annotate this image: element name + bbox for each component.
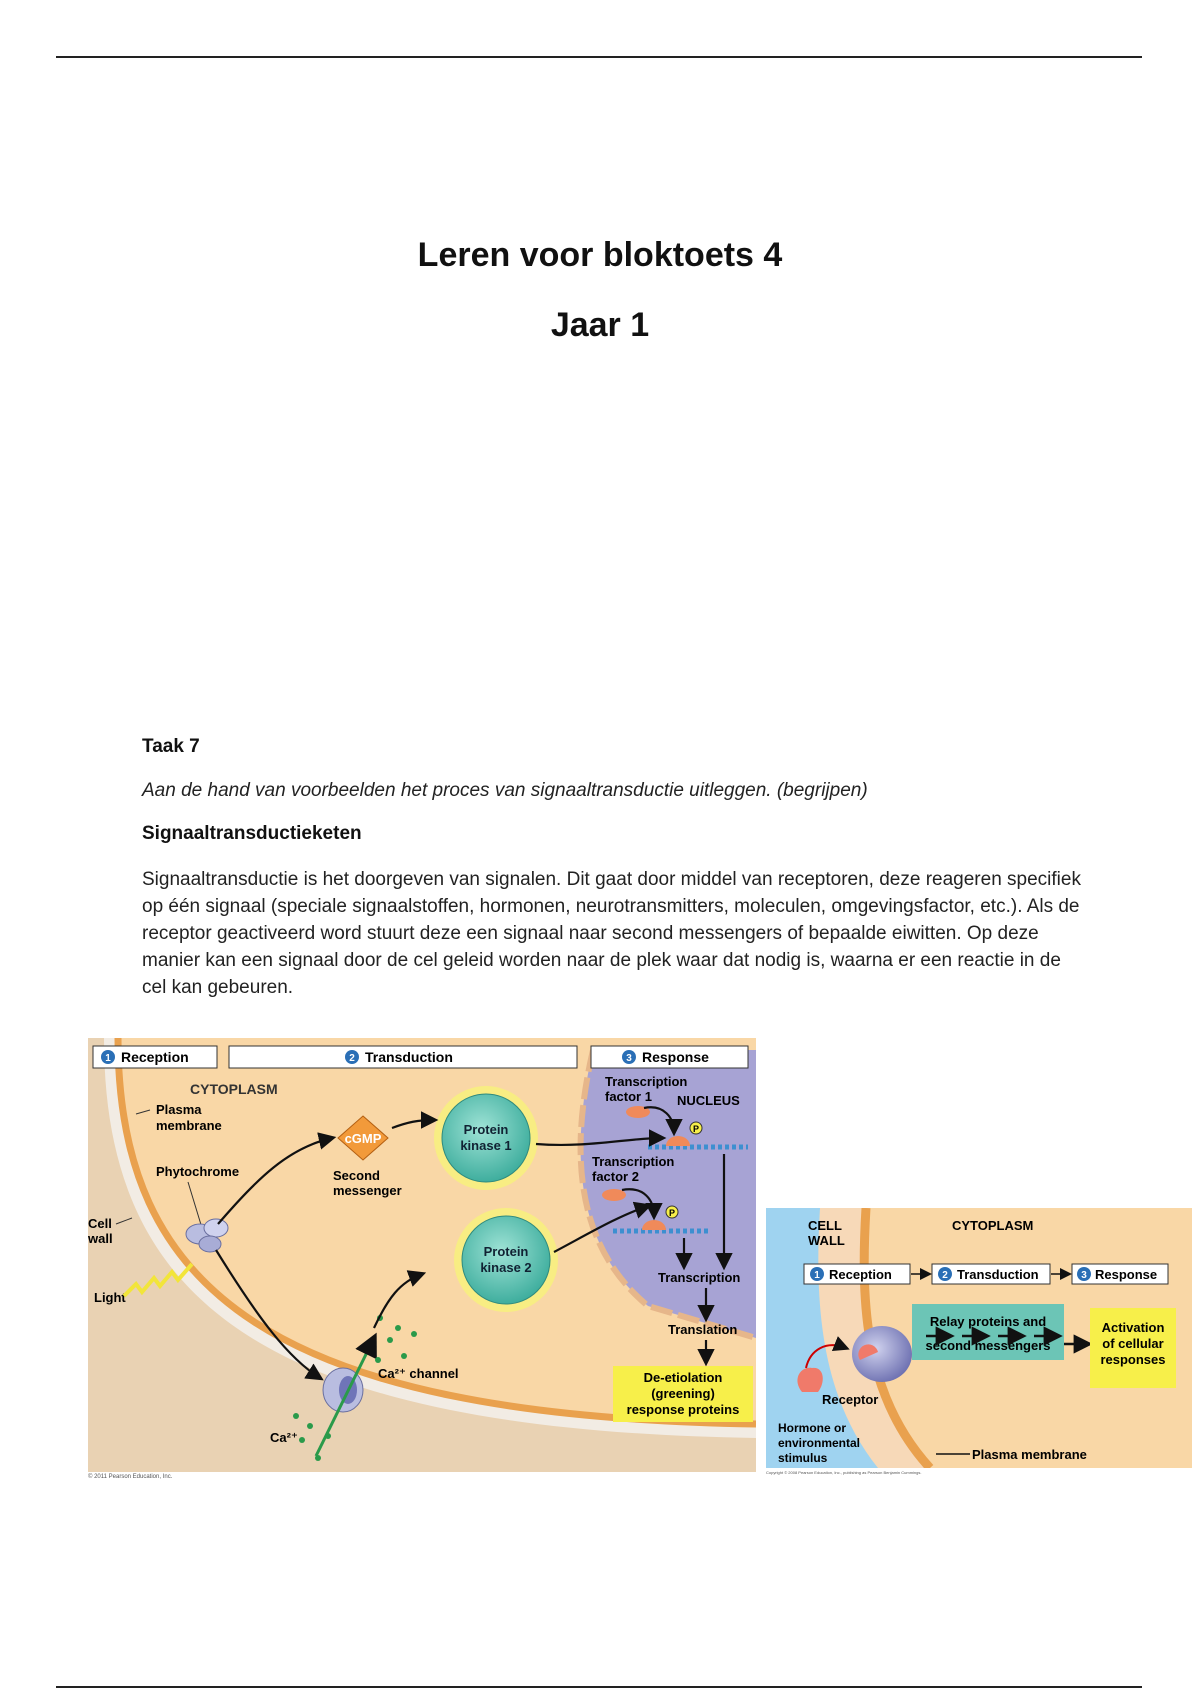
tf2-label-1: Transcription bbox=[592, 1154, 675, 1169]
cytoplasm-label: CYTOPLASM bbox=[190, 1081, 278, 1097]
tf1-label-2: factor 1 bbox=[605, 1089, 652, 1104]
relay-label-2: second messengers bbox=[925, 1338, 1051, 1353]
cell-wall-label-2: wall bbox=[88, 1231, 113, 1246]
body-paragraph: Signaaltransductie is het doorgeven van signalen. Dit gaat door middel van receptoren, deze reageren specifiek op één signaal (speciale signaalstoffen, hormonen, neurotransmitters, moleculen, omgevingsfactor, etc.). Als de receptor geactiveerd word stuurt deze een signaal naar second messengers of bepaalde eiwitten. Op deze manier kan een signaal door de cel geleid worden naar de plek waar dat nodig is, waarna er een reactie in de cel kan gebeuren. bbox=[142, 869, 1081, 998]
hormone-label-2: environmental bbox=[778, 1436, 861, 1450]
activation-label-3: responses bbox=[1100, 1352, 1166, 1367]
stage-transduction-label: Transduction bbox=[365, 1049, 453, 1065]
stage-1-number: 1 bbox=[105, 1053, 111, 1064]
kinase-2-label-1: Protein bbox=[483, 1244, 529, 1259]
activation-label-1: Activation bbox=[1101, 1320, 1165, 1335]
kinase-1-label-2: kinase 1 bbox=[460, 1138, 512, 1153]
phytochrome-label: Phytochrome bbox=[156, 1164, 240, 1179]
stage-reception-label: Reception bbox=[121, 1049, 189, 1065]
stage-transduction-label: Transduction bbox=[957, 1267, 1039, 1282]
second-messenger-label-2: messenger bbox=[333, 1183, 402, 1198]
task-objective: Aan de hand van voorbeelden het proces van signaaltransductie uitleggen. (begrijpen) bbox=[142, 780, 868, 801]
deetiolation-label-1: De-etiolation bbox=[643, 1370, 723, 1385]
hormone-molecule bbox=[797, 1368, 822, 1392]
document-subtitle: Jaar 1 bbox=[550, 306, 650, 344]
cell-wall-label-1: Cell bbox=[88, 1216, 112, 1231]
ca-ion-label: Ca²⁺ bbox=[270, 1430, 298, 1445]
nucleus-label: NUCLEUS bbox=[677, 1093, 740, 1108]
hormone-label-1: Hormone or bbox=[778, 1421, 847, 1435]
stage-response-label: Response bbox=[1095, 1267, 1158, 1282]
figure-right-copyright: Copyright © 2008 Pearson Education, Inc., publishing as Pearson Benjamin Cummings. bbox=[766, 1470, 922, 1475]
deetiolation-label-2: (greening) bbox=[651, 1386, 715, 1401]
ca-channel-label: Ca²⁺ channel bbox=[378, 1366, 459, 1381]
activation-label-2: of cellular bbox=[1102, 1336, 1164, 1351]
relay-label-1: Relay proteins and bbox=[929, 1314, 1047, 1329]
footer-rule bbox=[56, 1686, 1142, 1688]
receptor-label: Receptor bbox=[822, 1392, 879, 1407]
light-label: Light bbox=[94, 1290, 126, 1305]
cell-wall-label-2: WALL bbox=[808, 1233, 845, 1248]
kinase-2-label-2: kinase 2 bbox=[480, 1260, 532, 1275]
kinase-1-label-1: Protein bbox=[463, 1122, 509, 1137]
figure-phytochrome-pathway bbox=[88, 1038, 756, 1472]
cytoplasm-label: CYTOPLASM bbox=[952, 1218, 1034, 1233]
plasma-membrane-label: Plasma membrane bbox=[972, 1447, 1087, 1462]
plasma-membrane-label-1: Plasma bbox=[156, 1102, 202, 1117]
stage-reception-label: Reception bbox=[829, 1267, 892, 1282]
figure-left-copyright: © 2011 Pearson Education, Inc. bbox=[88, 1474, 173, 1480]
tf1-label-1: Transcription bbox=[605, 1074, 688, 1089]
header-rule bbox=[56, 56, 1142, 58]
stage-2-number: 2 bbox=[349, 1053, 355, 1064]
phosphate-2-label: P bbox=[668, 1208, 676, 1218]
phosphate-1-label: P bbox=[692, 1124, 700, 1134]
cgmp-label: cGMP bbox=[344, 1131, 382, 1146]
stage-2-number: 2 bbox=[942, 1270, 948, 1281]
topic-heading: Signaaltransductieketen bbox=[142, 823, 362, 844]
plasma-membrane-label-2: membrane bbox=[156, 1118, 222, 1133]
translation-label: Translation bbox=[668, 1322, 738, 1337]
task-heading: Taak 7 bbox=[142, 736, 200, 757]
stage-3-number: 3 bbox=[626, 1053, 632, 1064]
document-title: Leren voor bloktoets 4 bbox=[417, 236, 783, 274]
cell-wall-label-1: CELL bbox=[808, 1218, 842, 1233]
figure-signal-overview bbox=[766, 1208, 1192, 1468]
hormone-label-3: stimulus bbox=[778, 1451, 828, 1465]
transcription-label: Transcription bbox=[658, 1270, 741, 1285]
stage-response-label: Response bbox=[642, 1049, 709, 1065]
tf2-label-2: factor 2 bbox=[592, 1169, 639, 1184]
deetiolation-label-3: response proteins bbox=[626, 1402, 740, 1417]
second-messenger-label-1: Second bbox=[333, 1168, 380, 1183]
stage-1-number: 1 bbox=[814, 1270, 820, 1281]
stage-3-number: 3 bbox=[1081, 1270, 1087, 1281]
